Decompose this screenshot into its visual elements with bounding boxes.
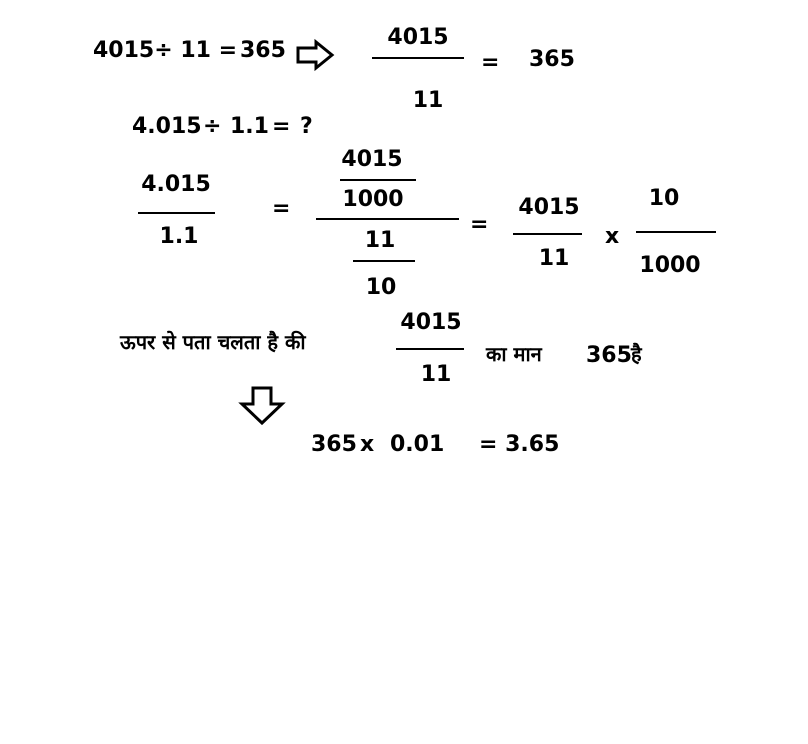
division-statement: 4015÷ 11 = bbox=[93, 38, 238, 63]
fraction1-denominator: 11 bbox=[412, 88, 444, 113]
final-base: 365 bbox=[311, 432, 357, 457]
term1-denominator: 11 bbox=[538, 246, 570, 271]
term2-numerator: 10 bbox=[648, 186, 680, 211]
expansion-equals2: = bbox=[470, 212, 489, 237]
down-arrow-icon bbox=[240, 386, 286, 426]
expansion-equals1: = bbox=[272, 196, 291, 221]
right-arrow-icon bbox=[296, 40, 336, 70]
hindi-fraction-bar bbox=[396, 348, 464, 350]
complex-top-denominator: 1000 bbox=[342, 187, 404, 212]
complex-bottom-bar bbox=[353, 260, 415, 262]
complex-main-bar bbox=[316, 218, 459, 220]
hindi-suffix: का मान bbox=[486, 342, 542, 366]
final-result: = 3.65 bbox=[479, 432, 560, 457]
question-mark: ? bbox=[300, 114, 313, 139]
hindi-fraction-numerator: 4015 bbox=[400, 310, 462, 335]
question-right: 1.1 bbox=[230, 114, 269, 139]
divide-sign: ÷ bbox=[203, 114, 222, 139]
term1-bar bbox=[513, 233, 582, 235]
hindi-value: 365 bbox=[586, 343, 632, 368]
hindi-fraction-denominator: 11 bbox=[420, 362, 452, 387]
final-times: x bbox=[360, 432, 375, 457]
final-factor: 0.01 bbox=[390, 432, 445, 457]
lhs-bar bbox=[138, 212, 215, 214]
hindi-end: है bbox=[631, 342, 642, 366]
complex-top-numerator: 4015 bbox=[341, 147, 403, 172]
fraction1-bar bbox=[372, 57, 464, 59]
fraction1-value: 365 bbox=[529, 47, 575, 72]
division-result: 365 bbox=[240, 38, 286, 63]
lhs-numerator: 4.015 bbox=[141, 172, 211, 197]
term2-denominator: 1000 bbox=[639, 253, 701, 278]
question-left: 4.015 bbox=[132, 114, 202, 139]
term1-numerator: 4015 bbox=[518, 195, 580, 220]
complex-bottom-denominator: 10 bbox=[365, 275, 397, 300]
term2-bar bbox=[636, 231, 716, 233]
question-equals: = bbox=[272, 114, 291, 139]
equals-sign: = bbox=[481, 50, 500, 75]
complex-bottom-numerator: 11 bbox=[364, 228, 396, 253]
fraction1-numerator: 4015 bbox=[387, 25, 449, 50]
times-sign: x bbox=[605, 224, 620, 249]
lhs-denominator: 1.1 bbox=[159, 224, 199, 249]
complex-top-bar bbox=[340, 179, 416, 181]
hindi-prefix: ऊपर से पता चलता है की bbox=[120, 330, 306, 354]
